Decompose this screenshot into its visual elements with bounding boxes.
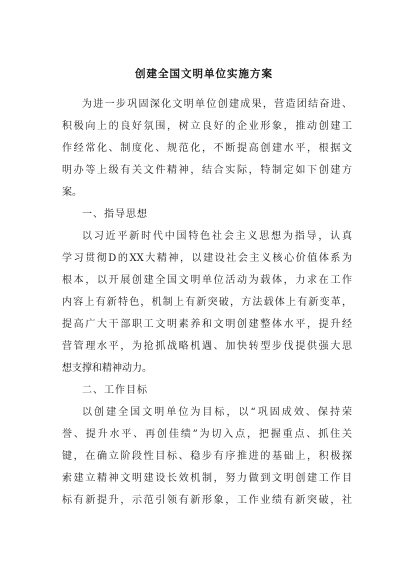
section-heading-work-goals: 二、工作目标 bbox=[82, 385, 148, 396]
intro-line-5: 案。 bbox=[62, 187, 82, 198]
intro-line-2: 积极向上的良好氛围，树立良好的企业形象，推动创建工 bbox=[62, 121, 352, 132]
section2-line-3: 键，在确立阶段性目标、稳步有序推进的基础上，积极探 bbox=[62, 451, 352, 462]
section2-line-5: 标有新提升，示范引领有新形象，工作业绩有新突破，社 bbox=[62, 495, 352, 506]
section1-line-2: 学习贯彻D的XX大精神，以建设社会主义核心价值体系为 bbox=[62, 253, 352, 264]
section1-line-6: 营管理水平，为抢抓战略机遇、加快转型步伐提供强大思 bbox=[62, 341, 352, 352]
section1-line-1: 以习近平新时代中国特色社会主义思想为指导，认真 bbox=[82, 231, 352, 242]
intro-line-3: 作经常化、制度化、规范化，不断提高创建水平，根据文 bbox=[62, 143, 352, 154]
document-title: 创建全国文明单位实施方案 bbox=[135, 68, 273, 80]
section2-line-1: 以创建全国文明单位为目标，以“巩固成效、保持荣 bbox=[82, 407, 352, 418]
section2-line-2: 誉、提升水平、再创佳绩”为切入点，把握重点、抓住关 bbox=[62, 429, 352, 440]
section1-line-4: 内容上有新特色，机制上有新突破，方法载体上有新变革， bbox=[62, 297, 352, 308]
section1-line-3: 根本，以开展创建全国文明单位活动为载体，力求在工作 bbox=[62, 275, 352, 286]
section-heading-guiding-ideology: 一、指导思想 bbox=[82, 209, 148, 220]
section1-line-5: 提高广大干部职工文明素养和文明创建整体水平，提升经 bbox=[62, 319, 352, 330]
section2-line-4: 索建立精神文明建设长效机制，努力做到文明创建工作目 bbox=[62, 473, 352, 484]
intro-line-4: 明办等上级有关文件精神，结合实际，特制定如下创建方 bbox=[62, 165, 352, 176]
intro-line-1: 为进一步巩固深化文明单位创建成果，营造团结奋进、 bbox=[82, 99, 352, 110]
section1-line-7: 想支撑和精神动力。 bbox=[62, 363, 152, 374]
